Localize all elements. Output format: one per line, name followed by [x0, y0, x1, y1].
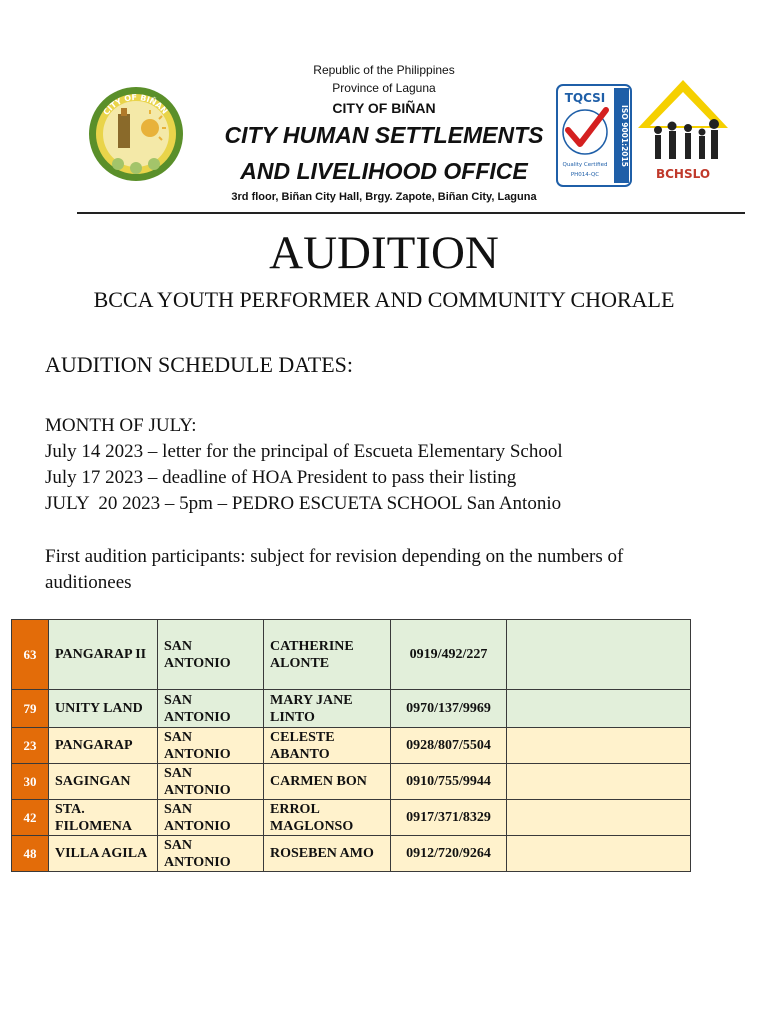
province-line: Province of Laguna [332, 81, 436, 95]
extra-cell [507, 690, 691, 728]
name-cell: ERROL MAGLONSO [264, 800, 391, 836]
office-address: 3rd floor, Biñan City Hall, Brgy. Zapote, Biñan City, Laguna [231, 191, 537, 203]
contact-cell: 0928/807/5504 [391, 728, 507, 764]
extra-cell [507, 836, 691, 872]
bchslo-logo [636, 78, 730, 188]
table-row [12, 836, 691, 872]
schedule-line: July 17 2023 – deadline of HOA President to pass their listing [45, 467, 517, 488]
name-cell: CARMEN BON [264, 764, 391, 800]
extra-cell [507, 620, 691, 690]
hoa-cell: STA. FILOMENA [49, 800, 158, 836]
tqcsi-cert-text: Quality Certified [562, 162, 608, 168]
table-row [12, 690, 691, 728]
barangay-cell: SAN ANTONIO [158, 690, 264, 728]
extra-cell [507, 764, 691, 800]
city-of-binan-seal [88, 84, 185, 184]
row-number: 23 [12, 728, 49, 764]
barangay-cell: SAN ANTONIO [158, 800, 264, 836]
contact-cell: 0912/720/9264 [391, 836, 507, 872]
office-name-line-1: CITY HUMAN SETTLEMENTS [224, 122, 544, 148]
row-number: 79 [12, 690, 49, 728]
page-subtitle: BCCA YOUTH PERFORMER AND COMMUNITY CHORALE [93, 287, 675, 312]
schedule-line: JULY 20 2023 – 5pm – PEDRO ESCUETA SCHOOL San Antonio [45, 493, 562, 514]
contact-cell: 0910/755/9944 [391, 764, 507, 800]
seal-text: CITY OF BIÑAN [101, 92, 170, 117]
header-divider [77, 212, 745, 214]
row-number: 42 [12, 800, 49, 836]
table-row [12, 800, 691, 836]
name-cell: CATHERINE ALONTE [264, 620, 391, 690]
contact-cell: 0919/492/227 [391, 620, 507, 690]
extra-cell [507, 800, 691, 836]
table-row [12, 764, 691, 800]
contact-cell: 0917/371/8329 [391, 800, 507, 836]
hoa-cell: VILLA AGILA [49, 836, 158, 872]
barangay-cell: SAN ANTONIO [158, 836, 264, 872]
contact-cell: 0970/137/9969 [391, 690, 507, 728]
city-line: CITY OF BIÑAN [332, 100, 436, 116]
row-number: 30 [12, 764, 49, 800]
table-row [12, 728, 691, 764]
table-row [12, 620, 691, 690]
row-number: 48 [12, 836, 49, 872]
tqcsi-code-text: PH014-QC [570, 172, 600, 178]
month-heading: MONTH OF JULY: [45, 415, 197, 436]
schedule-heading: AUDITION SCHEDULE DATES: [45, 352, 353, 377]
hoa-cell: PANGARAP II [49, 620, 158, 690]
barangay-cell: SAN ANTONIO [158, 728, 264, 764]
participants-table [11, 619, 691, 872]
tqcsi-brand-text: TQCSI [564, 91, 606, 105]
bchslo-name-text: BCHSLO [655, 167, 711, 181]
schedule-line: July 14 2023 – letter for the principal of Escueta Elementary School [45, 441, 563, 462]
hoa-cell: SAGINGAN [49, 764, 158, 800]
row-number: 63 [12, 620, 49, 690]
office-name-line-2: AND LIVELIHOOD OFFICE [240, 158, 528, 184]
first-audition-note: First audition participants: subject for revision depending on the numbers of auditionees [45, 546, 624, 593]
hoa-cell: UNITY LAND [49, 690, 158, 728]
tqcsi-iso-text: ISO 9001:2015 [620, 105, 629, 167]
republic-line: Republic of the Philippines [313, 63, 455, 77]
barangay-cell: SAN ANTONIO [158, 764, 264, 800]
hoa-cell: PANGARAP [49, 728, 158, 764]
extra-cell [507, 728, 691, 764]
name-cell: MARY JANE LINTO [264, 690, 391, 728]
barangay-cell: SAN ANTONIO [158, 620, 264, 690]
name-cell: ROSEBEN AMO [264, 836, 391, 872]
name-cell: CELESTE ABANTO [264, 728, 391, 764]
page-title: AUDITION [269, 227, 499, 279]
